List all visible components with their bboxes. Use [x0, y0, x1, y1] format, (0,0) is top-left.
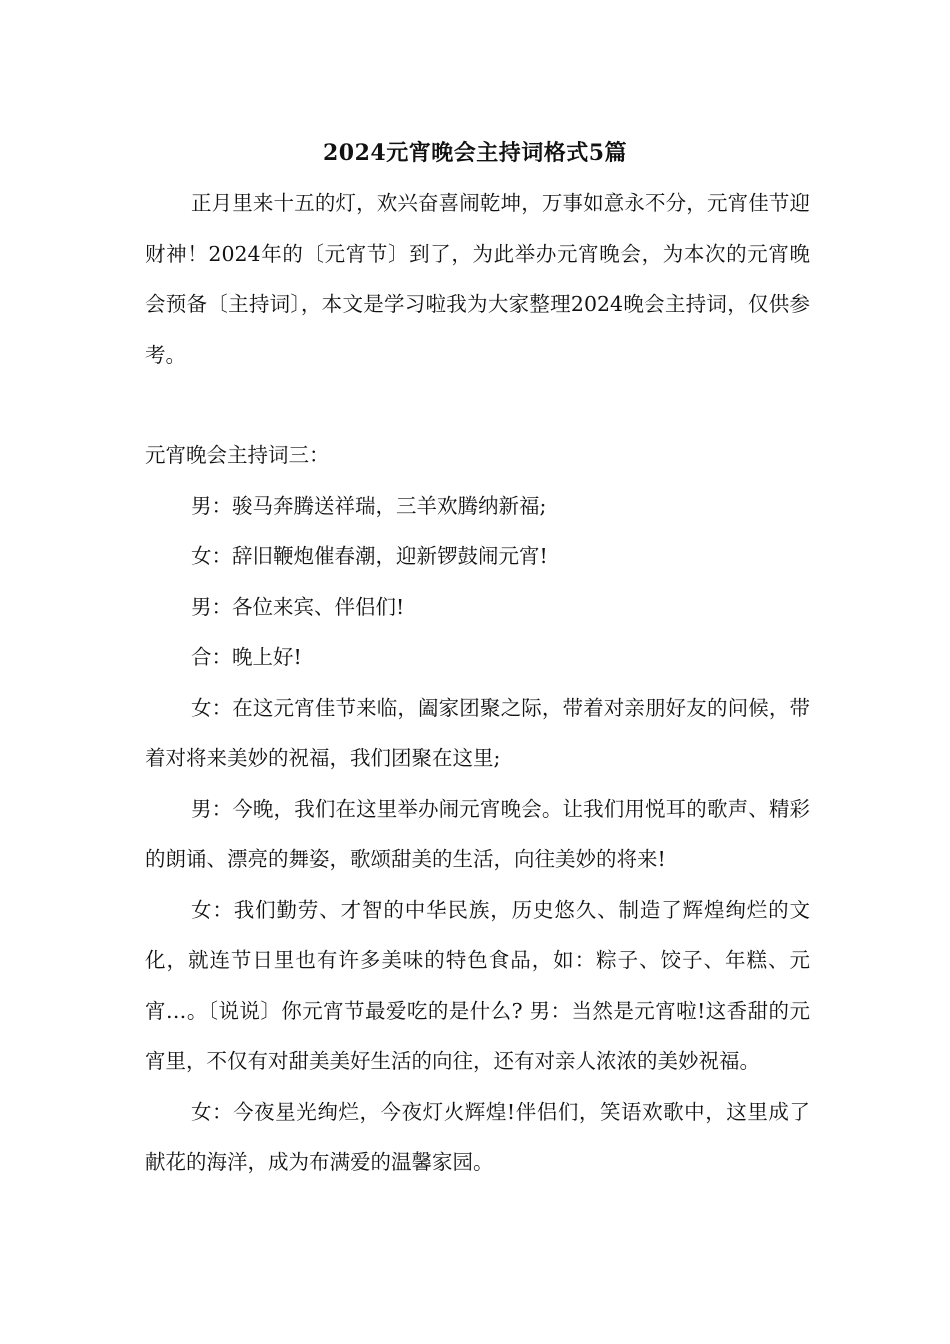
section-heading: 元宵晚会主持词三： [145, 443, 330, 467]
dialogue-paragraph: 女：辞旧鞭炮催春潮，迎新锣鼓闹元宵! [191, 544, 548, 568]
dialogue-paragraph: 女：在这元宵佳节来临，阖家团聚之际，带着对亲朋好友的问候，带着对将来美妙的祝福，我们团聚在这里; [145, 695, 810, 770]
dialogue-paragraph: 女：我们勤劳、才智的中华民族，历史悠久、制造了辉煌绚烂的文化，就连节日里也有许多美味的特色食品，如：粽子、饺子、年糕、元宵…。〔说说〕你元宵节最爱吃的是什么? 男：当然是元宵啦!这香甜的元宵里，不仅有对甜美美好生活的向往，还有对亲人浓浓的美妙祝福。 [145, 897, 810, 1073]
paragraph-spacer [145, 380, 810, 430]
dialogue-paragraph: 男：今晚，我们在这里举办闹元宵晚会。让我们用悦耳的歌声、精彩的朗诵、漂亮的舞姿，歌颂甜美的生活，向往美妙的将来! [145, 796, 810, 871]
dialogue-paragraph: 男：骏马奔腾送祥瑞，三羊欢腾纳新福; [191, 493, 547, 518]
dialogue-paragraph: 男：各位来宾、伴侣们! [191, 594, 405, 619]
dialogue-paragraph: 合：晚上好! [191, 645, 302, 669]
dialogue-paragraph: 女：今夜星光绚烂，今夜灯火辉煌!伴侣们，笑语欢歌中，这里成了献花的海洋，成为布满爱的温馨家园。 [145, 1099, 810, 1174]
document-title: 2024元宵晚会主持词格式5篇 [322, 140, 628, 166]
intro-paragraph: 正月里来十五的灯，欢兴奋喜闹乾坤，万事如意永不分，元宵佳节迎财神！2024年的〔元宵节〕到了，为此举办元宵晚会，为本次的元宵晚会预备〔主持词〕，本文是学习啦我为大家整理2024晚会主持词，仅供参考。 [145, 191, 810, 367]
document-body [145, 178, 810, 1188]
